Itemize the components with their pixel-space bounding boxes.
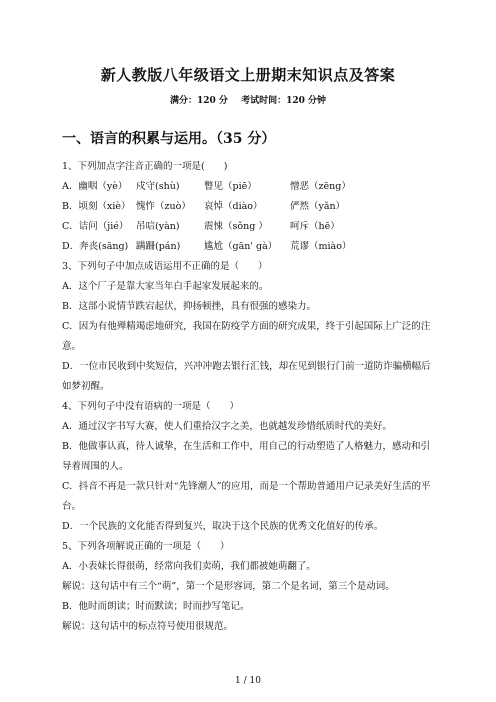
q5-option-b-explanation: 解说：这句话中的标点符号使用很规范。	[62, 621, 234, 632]
q1-d-3: 尴尬（gān' gà）	[204, 241, 278, 252]
document-title: 新人教版八年级语文上册期末知识点及答案	[100, 66, 396, 84]
exam-time: 考试时间：120 分钟	[241, 96, 326, 106]
q5-option-a: A．小表妹长得很萌，经常向我们卖萌，我们都被她萌翻了。	[62, 561, 316, 572]
q1-d-4: 荒谬（miào）	[290, 241, 352, 252]
q1-option-c	[62, 217, 434, 237]
q1-c-4: 呵斥（hē）	[290, 221, 340, 232]
q1-d-2: 蹒跚(pán)	[136, 241, 181, 252]
q1-d-1: D．奔丧(sāng)	[62, 241, 129, 252]
q1-b-1: B．顷刻（xiè）	[62, 201, 131, 212]
q1-a-3: 瞥见（piē）	[204, 181, 257, 192]
q1-stem: 1、下列加点字注音正确的一项是( )	[62, 161, 228, 172]
exam-meta	[0, 93, 496, 106]
q1-option-d	[62, 237, 434, 257]
q4-option-a: A．通过汉字书写大赛，使人们重拾汉字之美，也就越发珍惜纸质时代的美好。	[62, 421, 392, 432]
q1-c-1: C．诘问（jié）	[62, 221, 129, 232]
q1-a-1: A．幽咽（yè）	[62, 181, 128, 192]
q1-a-2: 戍守(shù)	[136, 181, 180, 192]
q3-stem: 3、下列句子中加点成语运用不正确的是（ ）	[62, 261, 268, 272]
q3-option-c: C．因为有他殚精竭虑地研究，我国在防疫学方面的研究成果，终于引起国际上广泛的注意。	[62, 321, 431, 352]
section-heading: 一、语言的积累与运用。（35 分）	[62, 131, 276, 147]
q1-c-2: 吊唁(yàn)	[136, 221, 180, 232]
q1-b-2: 愧怍（zuò）	[136, 201, 191, 212]
q5-option-b: B．他时而朗读；时而默读；时而抄写笔记。	[62, 601, 250, 612]
q4-option-c: C．抖音不再是一款只针对“先锋潮人”的应用，而是一个帮助普通用户记录美好生活的平台。	[62, 481, 431, 512]
q1-a-4: 憎恶（zēng）	[290, 181, 351, 192]
q3-option-b: B．这部小说情节跌宕起伏，抑扬顿挫，具有很强的感染力。	[62, 301, 316, 312]
q5-option-a-explanation: 解说：这句话中有三个“萌”，第一个是形容词，第二个是名词，第三个是动词。	[62, 581, 395, 592]
q1-option-b	[62, 197, 434, 217]
page-number: 1 / 10	[235, 676, 261, 686]
q1-c-3: 震悚（sǒng ）	[204, 221, 268, 232]
question-body	[62, 157, 434, 637]
q1-b-3: 哀悼（diào）	[204, 201, 263, 212]
full-score: 满分：120 分	[170, 96, 228, 106]
q3-option-d: D．一位市民收到中奖短信，兴冲冲跑去银行汇钱，却在见到银行门前一道防诈骗横幅后如梦初醒。	[62, 361, 431, 392]
q4-stem: 4、下列句子中没有语病的一项是（ ）	[62, 401, 240, 412]
q1-option-a	[62, 177, 434, 197]
q3-option-a: A．这个厂子是靠大家当年白手起家发展起来的。	[62, 281, 269, 292]
q4-option-d: D．一个民族的文化能否得到复兴，取决于这个民族的优秀文化值好的传承。	[62, 521, 384, 532]
q4-option-b: B．他做事认真，待人诚挚，在生活和工作中，用自己的行动塑造了人格魅力，感动和引导着周围的人。	[62, 441, 430, 472]
q1-b-4: 俨然（yǎn）	[290, 201, 346, 212]
q5-stem: 5、下列各项解说正确的一项是（ ）	[62, 541, 230, 552]
